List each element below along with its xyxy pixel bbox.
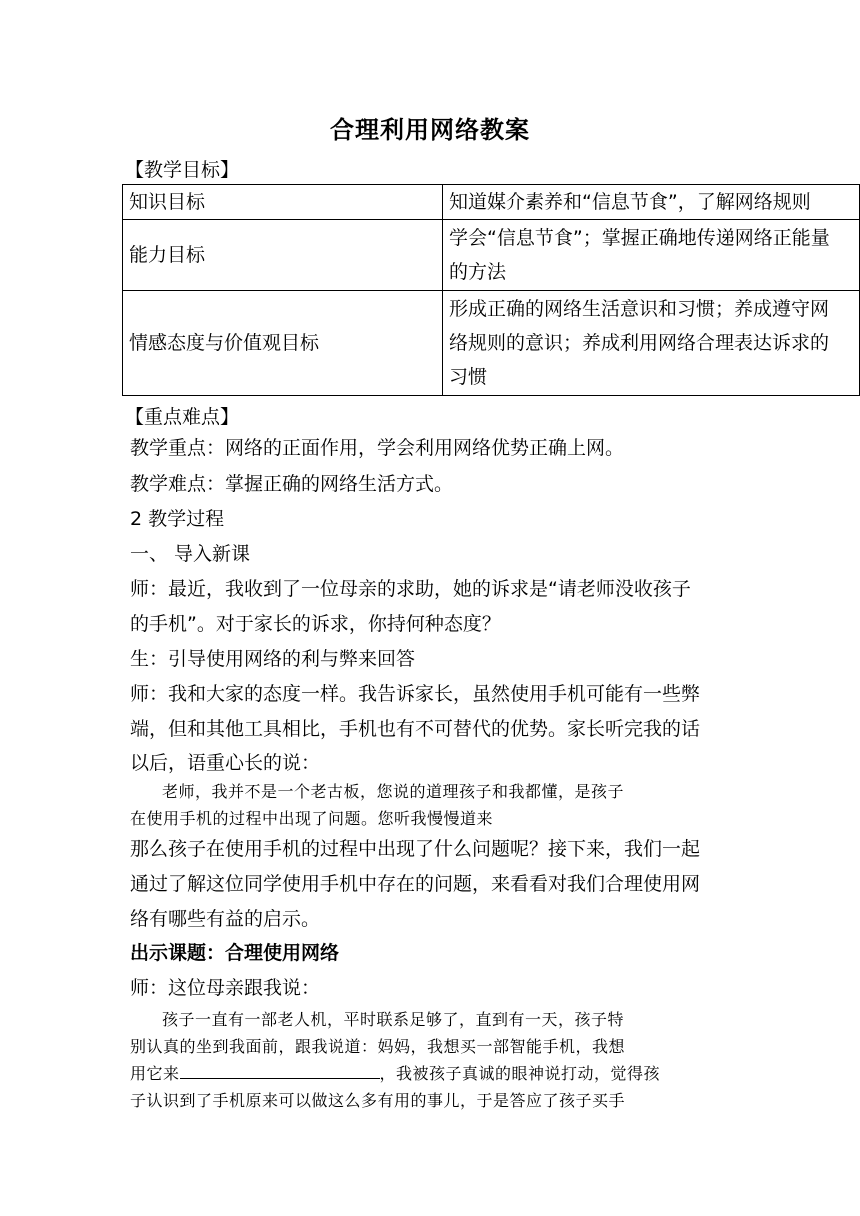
objective-text-line: 知道媒介素养和“信息节食”，了解网络规则 (449, 191, 811, 213)
quote-line: 子认识到了手机原来可以做这么多有用的事儿，于是答应了孩子买手 (130, 1091, 626, 1110)
quote-block (130, 1006, 730, 1114)
objective-text-line: 络规则的意识；养成利用网络合理表达诉求的 (449, 332, 830, 354)
quote-text: ，我被孩子真诚的眼神说打动，觉得孩 (379, 1064, 661, 1083)
process-heading: 2 教学过程 (130, 508, 225, 530)
section-heading-key-points: 【重点难点】 (125, 406, 240, 428)
quote-text: 用它来 (130, 1064, 180, 1083)
quote-block (130, 778, 730, 832)
quote-line: 别认真的坐到我面前，跟我说道：妈妈，我想买一部智能手机，我想 (130, 1037, 626, 1056)
objectives-table (122, 184, 860, 396)
paragraph-line: 络有哪些有益的启示。 (130, 908, 321, 930)
objective-text-line: 形成正确的网络生活意识和习惯；养成遵守网 (449, 298, 830, 320)
paragraph-line: 以后，语重心长的说： (130, 752, 321, 774)
difficult-point: 教学难点：掌握正确的网络生活方式。 (130, 473, 454, 495)
objective-text-line: 的方法 (449, 261, 507, 283)
topic-heading: 出示课题：合理使用网络 (130, 942, 340, 964)
objective-label: 知识目标 (123, 185, 443, 220)
fill-in-blank (180, 1060, 380, 1079)
objective-label: 能力目标 (123, 220, 443, 291)
quote-line (130, 1060, 730, 1087)
paragraph-line: 那么孩子在使用手机的过程中出现了什么问题呢？接下来，我们一起 (130, 838, 701, 860)
table-row (123, 291, 860, 396)
step-heading: 一、 导入新课 (130, 543, 251, 565)
objective-label: 情感态度与价值观目标 (123, 291, 443, 396)
table-row (123, 185, 860, 220)
key-point: 教学重点：网络的正面作用，学会利用网络优势正确上网。 (130, 437, 625, 459)
table-row (123, 220, 860, 291)
document-title: 合理利用网络教案 (330, 116, 530, 144)
paragraph-line: 端，但和其他工具相比，手机也有不可替代的优势。家长听完我的话 (130, 718, 701, 740)
paragraph-line: 生：引导使用网络的利与弊来回答 (130, 648, 416, 670)
paragraph-line: 的手机”。对于家长的诉求，你持何种态度？ (130, 613, 501, 635)
section-heading-objectives: 【教学目标】 (125, 159, 240, 181)
objective-text (443, 291, 860, 396)
paragraph-line: 通过了解这位同学使用手机中存在的问题，来看看对我们合理使用网 (130, 873, 701, 895)
paragraph-line: 师：最近，我收到了一位母亲的求助，她的诉求是“请老师没收孩子 (130, 578, 691, 600)
quote-line: 孩子一直有一部老人机，平时联系足够了，直到有一天，孩子特 (162, 1010, 625, 1029)
paragraph-line: 师：我和大家的态度一样。我告诉家长，虽然使用手机可能有一些弊 (130, 683, 701, 705)
objective-text-line: 学会“信息节食”；掌握正确地传递网络正能量 (449, 227, 830, 249)
objective-text (443, 185, 860, 220)
objective-text (443, 220, 860, 291)
quote-line: 老师，我并不是一个老古板，您说的道理孩子和我都懂，是孩子 (162, 782, 625, 801)
paragraph-line: 师：这位母亲跟我说： (130, 977, 321, 999)
objective-text-line: 习惯 (449, 366, 488, 388)
quote-line: 在使用手机的过程中出现了问题。您听我慢慢道来 (130, 809, 494, 828)
